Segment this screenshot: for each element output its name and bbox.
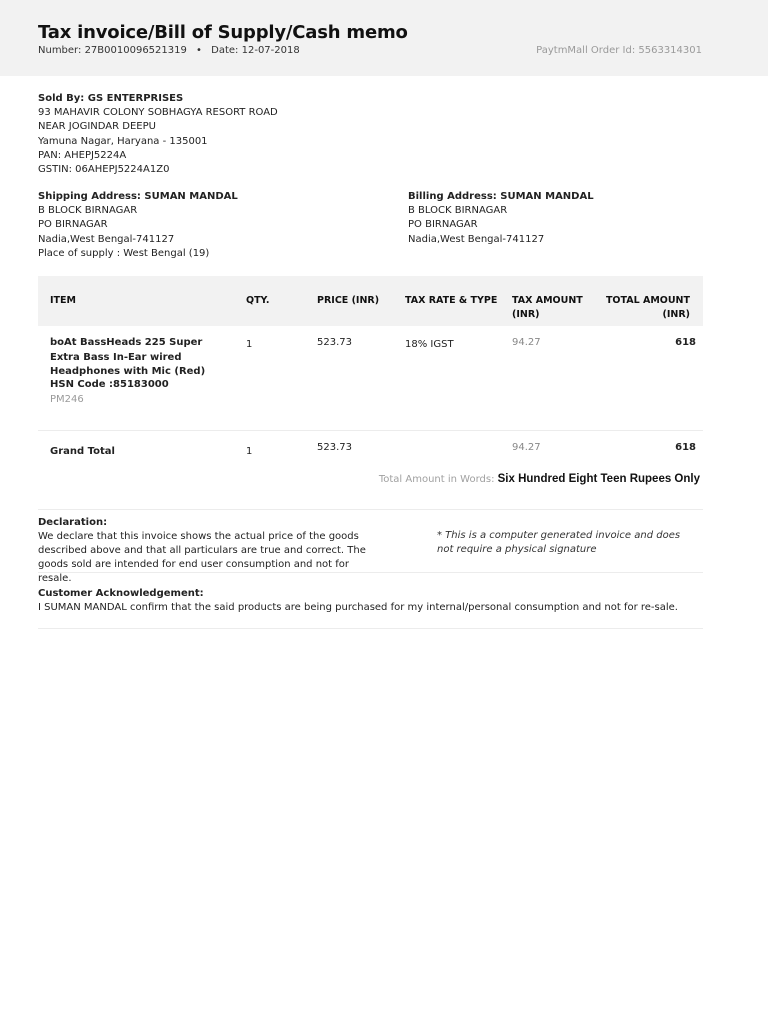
grand-total-row	[38, 431, 703, 510]
declaration	[38, 516, 378, 586]
header-item: ITEM	[50, 295, 76, 306]
item-tax-amount: 94.27	[512, 337, 541, 348]
seller-name-line	[38, 92, 278, 106]
header-total-amount	[590, 294, 690, 322]
grand-total-tax-amount: 94.27	[512, 442, 541, 453]
declaration-title: Declaration:	[38, 517, 108, 528]
invoice-header	[0, 0, 768, 76]
header-tax-rate: TAX RATE & TYPE	[405, 295, 498, 306]
divider	[38, 628, 703, 629]
header-tax-amount-line1: TAX AMOUNT	[512, 295, 583, 306]
invoice-number: 27B0010096521319	[84, 45, 187, 56]
seller-address-3: Yamuna Nagar, Haryana - 135001	[38, 135, 208, 147]
grand-total-qty: 1	[246, 446, 253, 457]
header-qty: QTY.	[246, 295, 270, 306]
order-id-label: PaytmMall Order Id:	[536, 45, 636, 56]
shipping-line-3: Nadia,West Bengal-741127	[38, 233, 175, 245]
amount-in-words-value: Six Hundred Eight Teen Rupees Only	[497, 473, 700, 485]
header-tax-amount-line2: (INR)	[512, 309, 540, 320]
billing-line-3: Nadia,West Bengal-741127	[408, 233, 545, 245]
invoice-table	[38, 276, 703, 510]
amount-in-words	[379, 473, 700, 485]
grand-total-label: Grand Total	[50, 446, 115, 457]
computer-generated-note: * This is a computer generated invoice and does not require a physical signature	[437, 530, 681, 555]
meta-separator: •	[196, 45, 202, 56]
declaration-text: We declare that this invoice shows the actual price of the goods described above and that all particulars are true and correct. The goods sold are intended for end user consumption and not for resale.	[38, 531, 366, 584]
table-row	[38, 326, 703, 431]
grand-total-amount: 618	[675, 442, 696, 453]
billing-address-block	[408, 190, 594, 247]
billing-name-line	[408, 190, 594, 204]
acknowledgement-text: I SUMAN MANDAL confirm that the said products are being purchased for my internal/personal consumption and not for re-sale.	[38, 602, 678, 613]
shipping-name: SUMAN MANDAL	[144, 191, 238, 202]
divider	[38, 572, 703, 573]
grand-total-price: 523.73	[317, 442, 352, 453]
date-label: Date:	[211, 45, 239, 56]
billing-label: Billing Address:	[408, 191, 497, 202]
seller-address-1: 93 MAHAVIR COLONY SOBHAGYA RESORT ROAD	[38, 107, 278, 119]
shipping-address-block	[38, 190, 238, 261]
page-title: Tax invoice/Bill of Supply/Cash memo	[38, 22, 408, 43]
table-header	[38, 276, 703, 326]
seller-address-2: NEAR JOGINDAR DEEPU	[38, 121, 156, 133]
shipping-label: Shipping Address:	[38, 191, 141, 202]
order-id	[536, 45, 702, 56]
shipping-line-2: PO BIRNAGAR	[38, 219, 108, 231]
billing-name: SUMAN MANDAL	[500, 191, 594, 202]
amount-in-words-label: Total Amount in Words:	[378, 474, 495, 485]
item-qty: 1	[246, 339, 253, 350]
seller-block	[38, 92, 278, 177]
seller-pan: PAN: AHEPJ5224A	[38, 149, 127, 161]
item-price: 523.73	[317, 337, 352, 348]
place-of-supply: Place of supply : West Bengal (19)	[38, 247, 210, 259]
invoice-meta	[38, 45, 300, 56]
seller-gstin: GSTIN: 06AHEPJ5224A1Z0	[38, 164, 170, 176]
header-tax-amount	[512, 294, 592, 322]
item-total: 618	[675, 337, 696, 348]
shipping-name-line	[38, 190, 238, 204]
item-name: boAt BassHeads 225 Super Extra Bass In-Ear wired Headphones with Mic (Red)	[50, 337, 206, 377]
sold-by-label: Sold By:	[38, 93, 85, 104]
billing-line-2: PO BIRNAGAR	[408, 219, 478, 231]
customer-acknowledgement	[38, 587, 703, 615]
number-label: Number:	[38, 45, 82, 56]
item-sku: PM246	[50, 394, 84, 405]
invoice-date: 12-07-2018	[241, 45, 300, 56]
billing-line-1: B BLOCK BIRNAGAR	[408, 205, 508, 217]
acknowledgement-title: Customer Acknowledgement:	[38, 588, 204, 599]
item-tax-rate: 18% IGST	[405, 339, 454, 350]
header-price: PRICE (INR)	[317, 295, 380, 306]
seller-name: GS ENTERPRISES	[87, 93, 184, 104]
header-total-amount-line2: (INR)	[662, 309, 690, 320]
order-id-value: 5563314301	[638, 45, 702, 56]
header-total-amount-line1: TOTAL AMOUNT	[605, 295, 690, 306]
shipping-line-1: B BLOCK BIRNAGAR	[38, 205, 138, 217]
item-hsn: HSN Code :85183000	[50, 379, 169, 390]
